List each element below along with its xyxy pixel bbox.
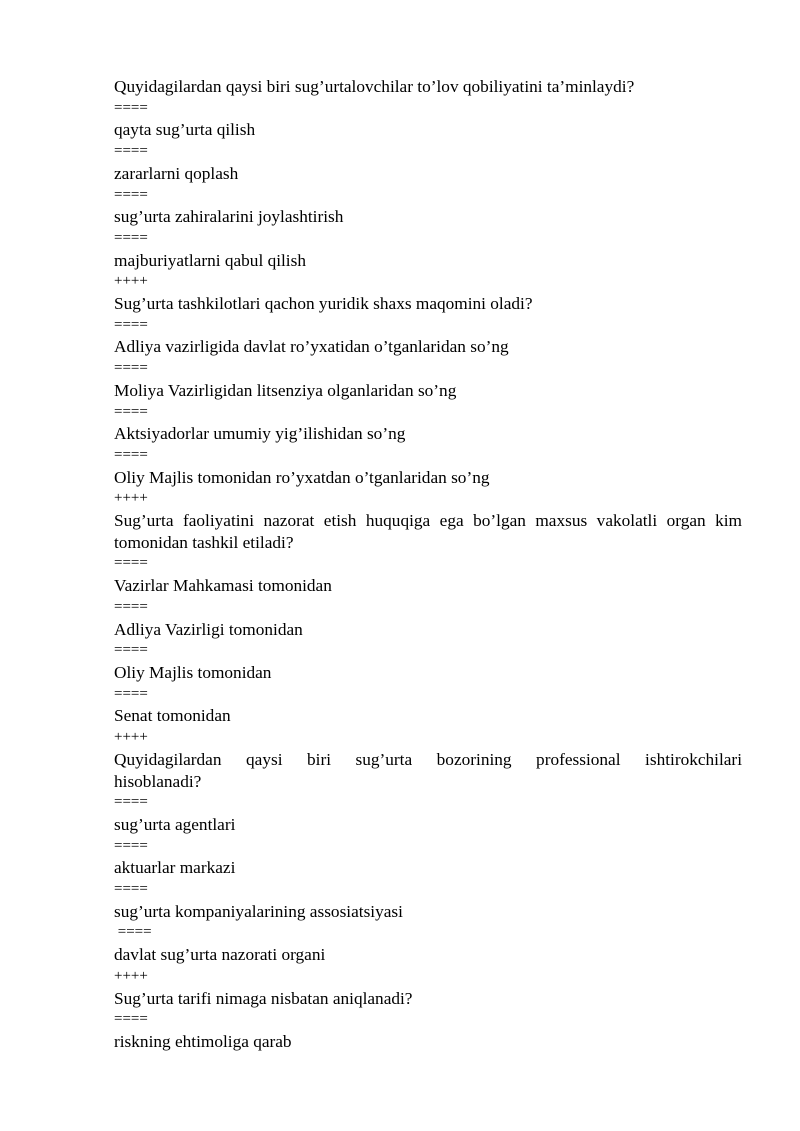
answer-option: zararlarni qoplash [114, 163, 239, 183]
separator: ==== [114, 229, 148, 246]
question-text: Sug’urta tashkilotlari qachon yuridik shaxs maqomini oladi? [114, 294, 533, 314]
answer-option: Adliya Vazirligi tomonidan [114, 619, 303, 639]
question-text: Sug’urta faoliyatini nazorat etish huquqiga ega bo’lgan maxsus vakolatli organ kim tomonidan tashkil etiladi? [114, 511, 747, 552]
answer-option: Vazirlar Mahkamasi tomonidan [114, 576, 332, 596]
separator: ==== [114, 555, 148, 572]
answer-option: sug’urta zahiralarini joylashtirish [114, 207, 344, 227]
answer-option: sug’urta kompaniyalarining assosiatsiyasi [114, 901, 403, 921]
separator: ==== [114, 837, 148, 854]
question-text: Sug’urta tarifi nimaga nisbatan aniqlanadi? [114, 988, 413, 1008]
document-page [114, 76, 747, 1053]
separator: ==== [114, 403, 148, 420]
question-text-line: hisoblanadi? [114, 771, 202, 791]
separator: ==== [114, 186, 148, 203]
answer-option: Moliya Vazirligidan litsenziya olganlaridan so’ng [114, 380, 457, 400]
question-text-line: Quyidagilardan qaysi biri sug’urta bozorining professional ishtirokchilari [114, 749, 742, 769]
separator: ==== [114, 143, 148, 160]
answer-option: Oliy Majlis tomonidan ro’yxatdan o’tganlaridan so’ng [114, 467, 490, 487]
separator: ==== [114, 881, 148, 898]
answer-option: Oliy Majlis tomonidan [114, 662, 272, 682]
answer-option: Aktsiyadorlar umumiy yig’ilishidan so’ng [114, 424, 406, 444]
separator: ==== [114, 642, 148, 659]
separator: ==== [114, 685, 148, 702]
answer-option: davlat sug’urta nazorati organi [114, 945, 326, 965]
separator: ==== [114, 794, 148, 811]
answer-option: Senat tomonidan [114, 706, 231, 726]
question-text: Quyidagilardan qaysi biri sug’urtalovchilar to’lov qobiliyatini ta’minlaydi? [114, 77, 635, 96]
separator: ==== [114, 99, 148, 116]
separator: ==== [114, 446, 148, 463]
separator: ==== [114, 598, 148, 615]
answer-option: qayta sug’urta qilish [114, 120, 256, 140]
question-divider: ++++ [114, 967, 148, 984]
answer-option: riskning ehtimoliga qarab [114, 1031, 292, 1051]
separator: ==== [114, 360, 148, 377]
answer-option: Adliya vazirligida davlat ro’yxatidan o’tganlaridan so’ng [114, 337, 509, 357]
separator: ==== [114, 316, 148, 333]
question-divider: ++++ [114, 729, 148, 746]
question-divider: ++++ [114, 273, 148, 290]
separator: ==== [114, 1011, 148, 1028]
answer-option: sug’urta agentlari [114, 814, 236, 834]
question-divider: ++++ [114, 490, 148, 507]
separator: ==== [114, 924, 152, 941]
answer-option: majburiyatlarni qabul qilish [114, 250, 306, 270]
answer-option: aktuarlar markazi [114, 858, 236, 878]
